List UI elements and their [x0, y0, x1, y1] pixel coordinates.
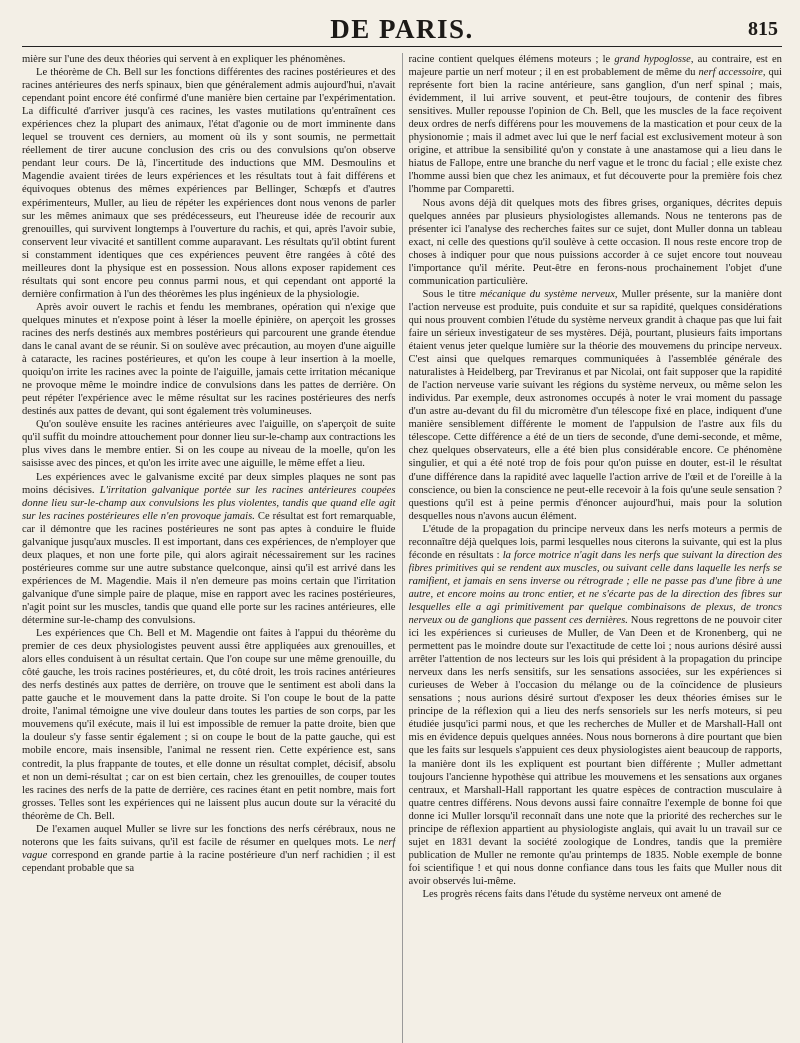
text-run: , Muller présente, sur la manière dont l'action nerveuse est produite, puis conduite et sur sa rapidité, quelques considérations qui nous prouvent combien l'étude du système nerveux grandit à chaque pas que lui fait faire un sérieux investigateur de ses mystères. Déjà, pourtant, plusieurs faits importans étaient venus jeter quelque lumière sur la théorie des mouvemens du principe nerveux. C'est ainsi que quelques remarques communiquées à l'assemblée générale des naturalistes à Heidelberg, par Treviranus et par Nicolai, ont fait supposer que la rapidité de l'action nerveuse varie suivant les régions du système nerveux, ou même selon les individus. Par exemple, deux astronomes occupés à noter le vrai moment du passage d'un astre au-devant du fil du micromètre d'un télescope fixé en place, indiquent d'une manière sensiblement différente le moment de l'appulsion de l'astre aux fils du télescope. Cette différence a été de un tiers de seconde, d'une demi-seconde, et même, chez quelques observateurs, elle a été bien plus considérable encore. Ce phénomène singulier, et qui a été noté trop de fois pour qu'on puisse en douter, est-il le résultat d'une différence dans la rapidité avec laquelle l'action arrive de l'œil et de l'oreille à la conscience, ou bien la conscience ne peut-elle recevoir à la fois qu'une seule sensation ? questions qu'il est à peine permis d'énoncer aujourd'hui, mais pour la solution desquelles nous n'avons aucun élément.: [408, 288, 782, 522]
text-run: , qui représente fort bien la racine antérieure, sans ganglion, d'un nerf spinal ; mais, évidemment, il lui arrive souvent, et peut-être toujours, de contenir des fibres sensitives. Muller repousse l'opinion de Ch. Bell, que les muscles de la face reçoivent deux ordres de nerfs différens pour les mouvemens de la mastication et pour ceux de la physionomie ; mais il admet avec lui que le nerf facial est exclusivement moteur à son origine, et attribue la sensibilité qu'on y constate à une anastamose qui a lieu dans le hiatus de Fallope, entre une branche du nerf vague et le tronc du facial ; elle existe chez l'homme aussi bien que chez les animaux, et fut découverte pour la première fois chez l'homme par Comparetti.: [408, 67, 782, 196]
text-run: Sous le titre: [422, 288, 480, 300]
paragraph: Les progrès récens faits dans l'étude du système nerveux ont amené de: [422, 889, 722, 900]
italic-run: nerf vague: [22, 836, 396, 861]
text-run: De l'examen auquel Muller se livre sur les fonctions des nerfs cérébraux, nous ne noterons que les faits suivans, qu'il est facile de résumer en quelques mots. Le: [22, 823, 396, 848]
paragraph: Les expériences que Ch. Bell et M. Magendie ont faites à l'appui du théorème du premier de ces deux physiologistes peuvent aussi être appliquées aux grenouilles, et alors elles conduisent à un résultat certain. Que l'on coupe sur une même grenouille, du côté gauche, les trois racines postérieures, et, du côté droit, les trois racines antérieures des nerfs destinés aux pattes de derrière, on trouve que le sentiment est aboli dans la patte gauche et le mouvement dans la patte droite. Si l'on coupe le bout de la patte droite, l'animal témoigne une vive douleur dans toutes les parties de son corps, par les mouvemens qu'il exécute, mais il lui est impossible de remuer la patte droite, bien que la douleur s'y fasse sentir également ; si on coupe le bout de la patte gauche, qui est mobile encore, mais insensible, l'animal ne ressent rien. Cette expérience est, sans contredit, la plus frappante de toutes, et elle donne un résultat complet, décisif, absolu et non un demi-résultat ; car on est bien certain, chez les grenouilles, de couper toutes les racines des nerfs de la patte de derrière, ces racines étant en petit nombre, mais fort grosses. Telles sont les expériences qui ne laissent plus aucun doute sur la véracité du théorème de Ch. Bell.: [22, 628, 396, 822]
page-number: 815: [748, 18, 778, 40]
italic-run: L'irritation galvanique portée sur les racines antérieures coupées donne lieu sur-le-champ aux convulsions les plus violentes, tandis que quand elle agit sur les racines postérieures elle n'en provoque jamais.: [22, 484, 396, 522]
paragraph: Qu'on soulève ensuite les racines antérieures avec l'aiguille, on s'aperçoit de suite qu'il suffit du moindre attouchement pour donner lieu sur-le-champ aux contractions les plus vives dans le membre entier. Si on les coupe au niveau de la moelle, qu'on les saisisse avec des pinces, et qu'on les irrite avec une aiguille, le même effet a lieu.: [22, 419, 396, 470]
paragraph: [22, 471, 396, 628]
text-run: racine contient quelques élémens moteurs ; le: [408, 54, 615, 65]
running-title: DE PARIS.: [330, 14, 474, 44]
italic-run: nerf accessoire: [698, 67, 763, 79]
article-columns: [22, 53, 782, 1043]
italic-run: grand hypoglosse: [614, 54, 691, 65]
paragraph: [22, 823, 396, 875]
column-divider: [402, 53, 403, 1043]
paragraph: [409, 288, 783, 523]
paragraph: [409, 523, 783, 888]
text-run: Les expériences avec le galvanisme excité par deux simples plaques ne sont pas moins décisives.: [22, 471, 396, 496]
text-run: Ce résultat est fort remarquable, car il démontre que les racines postérieures ne sont pas aptes à conduire le fluide galvanique jusqu'aux muscles. Il est important, dans ces expériences, de n'employer que deux plaques, et non une forte pile, qui alors agirait nécessairement sur les racines postérieures comme sur une autre substance quelconque, ainsi qu'il est arrivé dans les expériences de M. Magendie. Mais il n'en demeure pas moins certain que l'irritation galvanique d'une simple paire de plaque, mise en rapport avec les racines postérieures, n'agit point sur les muscles, tandis que quand elle porte sur les racines antérieures, elle détermine sur-le-champ des convulsions.: [22, 510, 396, 627]
page-header: [22, 12, 782, 47]
left-column: [22, 53, 396, 1043]
paragraph: Le théorème de Ch. Bell sur les fonctions différentes des racines postérieures et des racines antérieures des nerfs spinaux, bien que généralement admis aujourd'hui, n'avait cependant point encore été confirmé d'une manière bien certaine par l'expérimentation. La difficulté d'arriver jusqu'à ces racines, les vastes mutilations qu'entraînent ces expériences chez la plupart des animaux, l'état d'agonie ou de mort imminente dans lequel se trouvent ces derniers, au moment où ils y sont soumis, ne permettait réellement de tirer aucune conclusion des cris ou des convulsions qu'on observe pendant leur cours. De là, l'incertitude des inductions que MM. Desmoulins et Magendie avaient tirées de leurs expériences et les résultats tout à fait différens et équivoques obtenus des mêmes expériences par Bellinger, Schœpfs et d'autres expérimenteurs, Muller, au lieu de répéter les expériences dont nous venons de parler sur les mêmes animaux que ses prédécesseurs, eut l'heureuse idée de recourir aux grenouilles, qui survivent longtemps à l'ouverture du rachis, et qui, après l'avoir subie, conservent leur vivacité et santillent comme auparavant. Les résultats qu'il obtint furent si constamment identiques que ces expériences peuvent être rangées à côté des meilleures dont la physique est en possession. Nous allons exposer rapidement ces résultats qui sont encore peu connus parmi nous, et qui cependant ont apporté la dernière confirmation à l'un des théorèmes les plus ingénieux de la physiologie.: [22, 67, 396, 300]
italic-run: la force motrice n'agit dans les nerfs que suivant la direction des fibres primitives qui se rendent aux muscles, ou suivant celle dans laquelle les nerfs se ramifient, et jamais en sens inverse ou rétrograde ; elle ne passe pas d'une fibre à une autre, et encore moins au tronc entier, et ne s'écarte pas de la direction des fibres sur lesquelles elle a agi primitivement par quelque combinaisons de plexus, de troncs nerveux ou de ganglions que passent ces dernières.: [408, 549, 782, 627]
text-run: Nous regrettons de ne pouvoir citer ici les expériences si curieuses de Muller, de Van Deen et de Kronenberg, qui ne permettent pas le moindre doute sur l'exactitude de cette loi ; nous aurions désiré aussi arrêter l'attention de nos lecteurs sur les lois qui président à la propagation du principe nerveux dans les nerfs sensitifs, sur les sensations associées, sur les expériences si curieuses de Weber à l'occasion du mélange ou de la coïncidence de plusieurs sensations ; nous aurions désiré surtout d'exposer les deux théories émises sur le principe de la réflexion qui a lieu des nerfs sensoriels sur les nerfs moteurs, si peu étudiée jusqu'ici parmi nous, et que les recherches de Muller et de Marshall-Hall ont mis en évidence depuis quelques années. Nous nous bornerons à dire pourtant que bien que les faits sur lesquels s'appuient ces deux physiologistes aient beaucoup de rapports, la manière dont ils les expliquent est pourtant bien différente ; Muller admettant toujours l'ancienne hypothèse qui attribue les mouvemens et les sensations aux organes centraux, et Marshall-Hall rapportant les quatre espèces de contraction musculaire à quatre centres différens. Nous devons aussi faire connaître l'exemple de bonne foi que donne ici Muller lorsqu'il reconnaît dans une note que la priorité des recherches sur le principe de réflexion appartient au physiologiste anglais, qui avait lu un travail sur ce sujet en 1831 devant la société zoologique de Londres, tandis que la première publication de Muller ne remonte qu'au printemps de 1835. Noble exemple de bonne foi scientifique ! et qui nous donne confiance dans tous les faits que Muller nous dit avoir observés lui-même.: [408, 615, 782, 887]
paragraph: Après avoir ouvert le rachis et fendu les membranes, opération qui n'exige que quelques minutes et n'expose point à léser la moelle épinière, on aperçoit les grosses racines des nerfs destinés aux membres postérieurs qui parcourent une grande étendue dans le canal avant de se réunir. Si on soulève avec précaution, au moyen d'une aiguille à cataracte, les racines postérieures, et qu'on les coupe à leur insertion à la moelle, quoiqu'on irrite les racines avec la pointe de l'aiguille, jamais cette irritation mécanique ne provoque même le moindre indice de convulsions dans les pattes de derrière. On peut répéter l'expérience avec le même résultat sur les racines postérieures des nerfs destinés aux pattes de devant, qui sont également très volumineuses.: [22, 301, 396, 418]
italic-run: mécanique du système nerveux: [479, 288, 615, 300]
paragraph: Nous avons déjà dit quelques mots des fibres grises, organiques, décrites depuis quelques années par plusieurs physiologistes allemands. Nous ne tenterons pas de présenter ici l'analyse des recherches faites sur ce sujet, dont Muller donna un tableau exact, ni celle des questions qu'il soulève à cette occasion. Il nous reste encore trop de choses à indiquer pour que nous puissions accorder à ce sujet encore tout nouveau l'importance qu'il mérite. Peut-être en ferons-nous prochainement l'objet d'une communication particulière.: [408, 197, 782, 287]
paragraph: [409, 53, 783, 197]
text-run: L'étude de la propagation du principe nerveux dans les nerfs moteurs a permis de reconnaître déjà quelques lois, parmi lesquelles nous citerons la suivante, qui est la plus féconde en résultats :: [408, 523, 782, 561]
text-run: , au contraire, est en majeure partie un nerf moteur ; il en est probablement de même du: [408, 54, 782, 79]
paragraph: mière sur l'une des deux théories qui servent à en expliquer les phénomènes.: [22, 54, 346, 65]
right-column: [409, 53, 783, 1043]
text-run: correspond en grande partie à la racine postérieure d'un nerf rachidien ; il est cependant probable que sa: [22, 849, 396, 874]
